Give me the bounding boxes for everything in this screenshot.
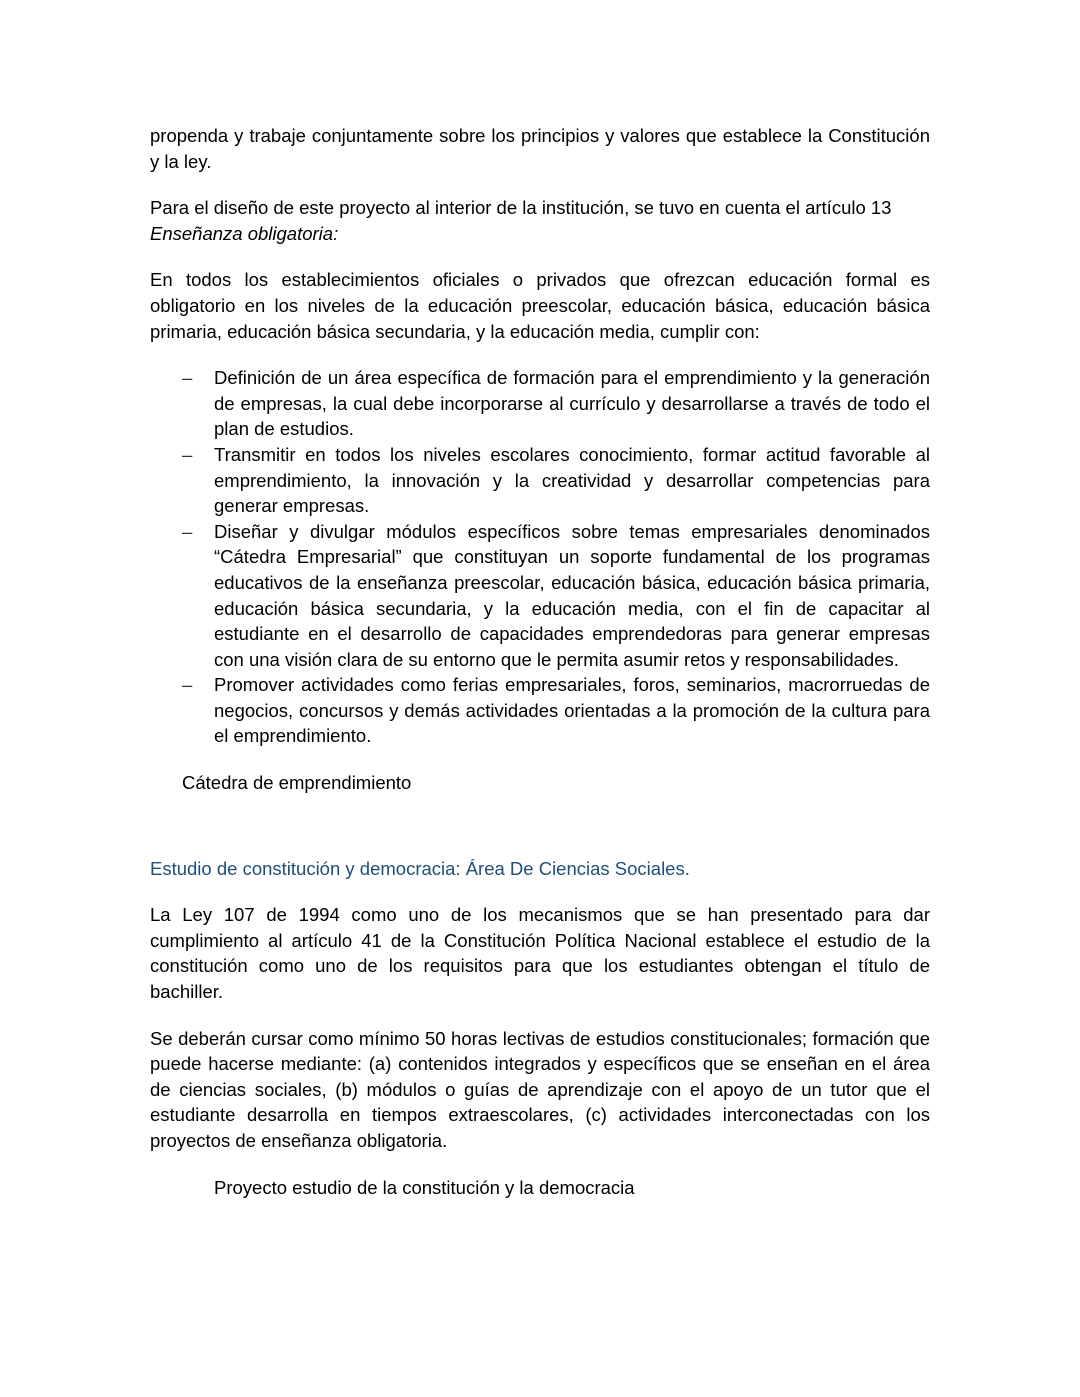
document-page — [150, 123, 930, 1200]
paragraph-diseno-italic: Enseñanza obligatoria: — [150, 222, 339, 244]
list-item — [150, 672, 930, 749]
paragraph-diseno-proyecto — [150, 195, 930, 246]
list-item — [150, 442, 930, 519]
list-item-text: Diseñar y divulgar módulos específicos sobre temas empresariales denominados “Cátedra Empresarial” que constituyan un soporte fundamental de los programas educativos de la enseñanza preescolar, educación básica, educación básica primaria, educación básica secundaria, y la educación media, con el fin de capacitar al estudiante en el desarrollo de capacidades emprendedoras para generar empresas con una visión clara de su entorno que le permita asumir retos y responsabilidades. — [214, 520, 930, 670]
list-item-text: Definición de un área específica de formación para el emprendimiento y la generación de empresas, la cual debe incorporarse al currículo y desarrollarse a través de todo el plan de estudios. — [214, 367, 930, 440]
section-heading: Estudio de constitución y democracia: Área De Ciencias Sociales. — [150, 857, 690, 879]
paragraph-ley-107: La Ley 107 de 1994 como uno de los mecanismos que se han presentado para dar cumplimiento al artículo 41 de la Constitución Política Nacional establece el estudio de la constitución como uno de los requisitos para que los estudiantes obtengan el título de bachiller. — [150, 904, 930, 1003]
dash-bullet-icon: – — [182, 443, 193, 465]
dash-bullet-icon: – — [182, 520, 193, 542]
paragraph-horas-lectivas: Se deberán cursar como mínimo 50 horas lectivas de estudios constitucionales; formación que puede hacerse mediante: (a) contenidos integrados y específicos que se enseñan en el área de ciencias sociales, (b) módulos o guías de aprendizaje con el apoyo de un tutor que el estudiante desarrolla en tiempos extraescolares, (c) actividades interconectadas con los proyectos de enseñanza obligatoria. — [150, 1027, 930, 1151]
proyecto-label: Proyecto estudio de la constitución y la democracia — [214, 1176, 635, 1198]
paragraph-principios: propenda y trabaje conjuntamente sobre los principios y valores que establece la Constitución y la ley. — [150, 125, 930, 172]
list-item — [150, 365, 930, 442]
dash-bullet-icon: – — [182, 674, 193, 696]
catedra-label: Cátedra de emprendimiento — [182, 772, 412, 794]
list-item — [150, 519, 930, 673]
paragraph-diseno-text: Para el diseño de este proyecto al interior de la institución, se tuvo en cuenta el artículo 13 — [150, 197, 892, 219]
paragraph-establecimientos: En todos los establecimientos oficiales o privados que ofrezcan educación formal es obligatorio en los niveles de la educación preescolar, educación básica, educación básica primaria, educación básica secundaria, y la educación media, cumplir con: — [150, 269, 930, 342]
list-item-text: Promover actividades como ferias empresariales, foros, seminarios, macrorruedas de negocios, concursos y demás actividades orientadas a la promoción de la cultura para el emprendimiento. — [214, 674, 930, 747]
dash-bullet-icon: – — [182, 367, 193, 389]
list-item-text: Transmitir en todos los niveles escolares conocimiento, formar actitud favorable al emprendimiento, la innovación y la creatividad y desarrollar competencias para generar empresas. — [214, 443, 930, 517]
obligations-list — [150, 365, 930, 749]
